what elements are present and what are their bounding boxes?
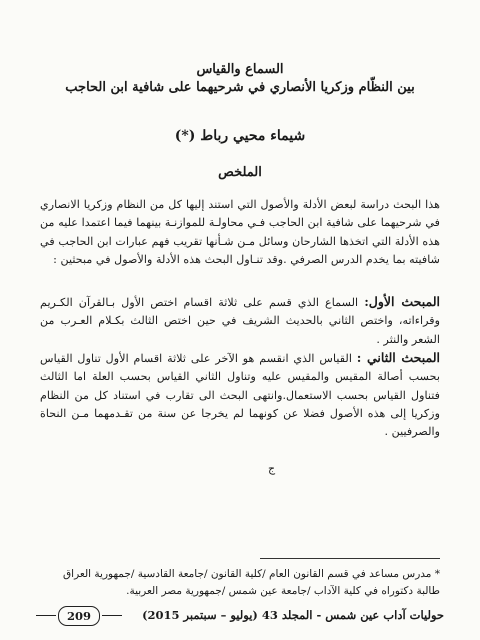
section-1-heading: المبحث الأول:: [364, 294, 441, 309]
title-line-1: السماع والقياس: [196, 62, 284, 77]
page-number: 209: [58, 606, 100, 626]
section-1-text: السماع الذي قسم على ثلاثة اقسام اختص الأول بـالقرآن الكـريم وقراءاته، واختص الثاني بالحديث الشريف في حين اختص الثالث بكـلام العـرب من الشعر والنثر .: [40, 296, 440, 346]
footnote-divider: [260, 558, 440, 559]
abstract-paragraph-1: هذا البحث دراسة لبعض الأدلة والأصول التي استند إليها كل من النظام وزكريا الانصاري في شرحيهما على شافية ابن الحاجب فـي محاولـة للموازنـة بينهما فيما اعتمدا عليه من هذه الأدلة التي اتخذها الشارحان وسائل مـن شـأنها تقريب فهم عبارات ابن الحاجب في شافيته بما يخدم الدرس الصرفي .وقد تنـاول البحث هذه الأدلة والأصول في مبحثين :: [40, 198, 440, 266]
footnote-line-1: * مدرس مساعد في قسم القانون العام /كلية القانون /جامعة القادسية /جمهورية العراق: [63, 568, 440, 580]
page-number-rule-left: [36, 615, 56, 616]
page-number-rule-right: [102, 615, 122, 616]
footnote-line-2: طالبة دكتوراه في كلية الآداب /جامعة عين شمس /جمهورية مصر العربية.: [126, 585, 440, 597]
footnote: [40, 566, 440, 600]
author-name: شيماء محيي رباط (*): [174, 128, 306, 144]
journal-citation: حوليات آداب عين شمس - المجلد 43 (يوليو – سبتمبر 2015): [142, 608, 444, 622]
section-2-paragraph: [40, 349, 440, 441]
section-2-text: القياس الذي انقسم هو الآخر على ثلاثة اقسام الأول تناول القياس بحسب أصالة المقيس والمقيس عليه وتناول الثاني القياس بحسب العلة اما الثالث فتناول القياس بحسب الاستعمال.وانتهى البحث الى تقارب في استناد كل من النظام وزكريا إلى هذه الأصول فضلا عن كونهما لم يخرجا عن سنة من تقـدمهما مـن النحاة والصرفيين .: [40, 352, 440, 439]
section-1-paragraph: [40, 293, 440, 349]
page-footer: [0, 606, 480, 628]
page-mark: ج: [268, 462, 276, 475]
section-2-heading: المبحث الثاني :: [356, 350, 441, 365]
title-line-2: بين النظّام وزكريا الأنصاري في شرحيهما على شافية ابن الحاجب: [65, 80, 415, 95]
abstract-heading: الملخص: [218, 165, 262, 180]
